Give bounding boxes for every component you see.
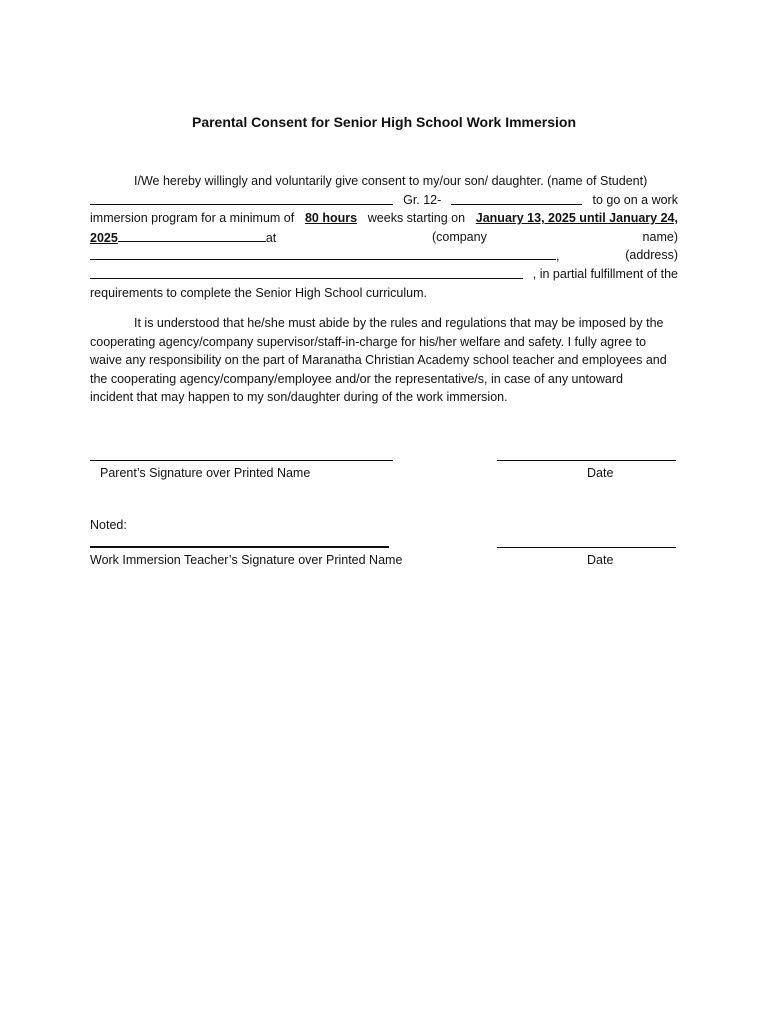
consent-line-7 — [90, 284, 678, 303]
starting-text: weeks starting on — [367, 211, 466, 226]
teacher-date-label: Date — [587, 553, 614, 567]
grade-label: Gr. 12- — [403, 192, 442, 207]
company-name-blank — [90, 246, 556, 260]
year-underline — [118, 228, 266, 242]
document-title: Parental Consent for Senior High School Work Immersion — [191, 114, 577, 130]
understanding-text-2: cooperating agency/company supervisor/staff-in-charge for his/her welfare and safety. I fully agree to — [90, 334, 647, 349]
consent-intro-text: I/We hereby willingly and voluntarily give consent to my/our son/ daughter. (name of Student) — [134, 174, 648, 188]
parent-signature-label: Parent’s Signature over Printed Name — [100, 466, 311, 480]
parent-signature-line — [90, 460, 393, 461]
at-text: at — [265, 230, 277, 245]
understanding-text-4: the cooperating agency/company/employee and/or the representative/s, in case of any untoward — [90, 371, 623, 386]
understanding-line-5 — [90, 388, 678, 407]
parent-date-line — [497, 460, 676, 461]
date-range-value: January 13, 2025 until January 24, — [475, 211, 678, 226]
year-group — [90, 228, 276, 247]
noted-label: Noted: — [90, 518, 127, 532]
understanding-line-4 — [90, 370, 678, 389]
consent-line-4 — [90, 228, 678, 247]
understanding-paragraph — [90, 314, 678, 407]
understanding-line-2 — [90, 333, 678, 352]
teacher-signature-line — [90, 546, 389, 548]
company-text: (company — [431, 229, 487, 244]
understanding-line-3 — [90, 351, 678, 370]
consent-line-3 — [90, 209, 678, 228]
year-value: 2025 — [90, 230, 118, 245]
hours-value: 80 hours — [304, 211, 358, 226]
understanding-text-5: incident that may happen to my son/daughter during of the work immersion. — [90, 390, 508, 405]
understanding-line-1 — [90, 314, 678, 333]
consent-line-5 — [90, 246, 678, 265]
consent-paragraph — [90, 172, 678, 302]
consent-line-1 — [90, 172, 678, 191]
consent-line-6 — [90, 265, 678, 284]
student-name-blank — [90, 191, 393, 205]
teacher-signature-label: Work Immersion Teacher’s Signature over Printed Name — [90, 553, 403, 567]
consent-line-2 — [90, 191, 678, 210]
teacher-date-line — [497, 547, 676, 548]
work-text: to go on a work — [592, 192, 678, 207]
understanding-text-1: It is understood that he/she must abide by the rules and regulations that may be imposed by the — [134, 316, 664, 330]
name-text: name) — [642, 229, 678, 244]
understanding-text-3: waive any responsibility on the part of Maranatha Christian Academy school teacher and employees and — [90, 353, 667, 368]
address-text: (address) — [625, 248, 678, 263]
comma-text: , — [556, 249, 560, 264]
address-blank — [90, 265, 523, 279]
fulfillment-text: , in partial fulfillment of the — [532, 266, 678, 281]
requirements-text: requirements to complete the Senior High School curriculum. — [90, 285, 427, 300]
section-blank — [451, 191, 582, 205]
minimum-text: immersion program for a minimum of — [90, 211, 295, 226]
parent-date-label: Date — [587, 466, 614, 480]
company-group — [90, 246, 559, 265]
